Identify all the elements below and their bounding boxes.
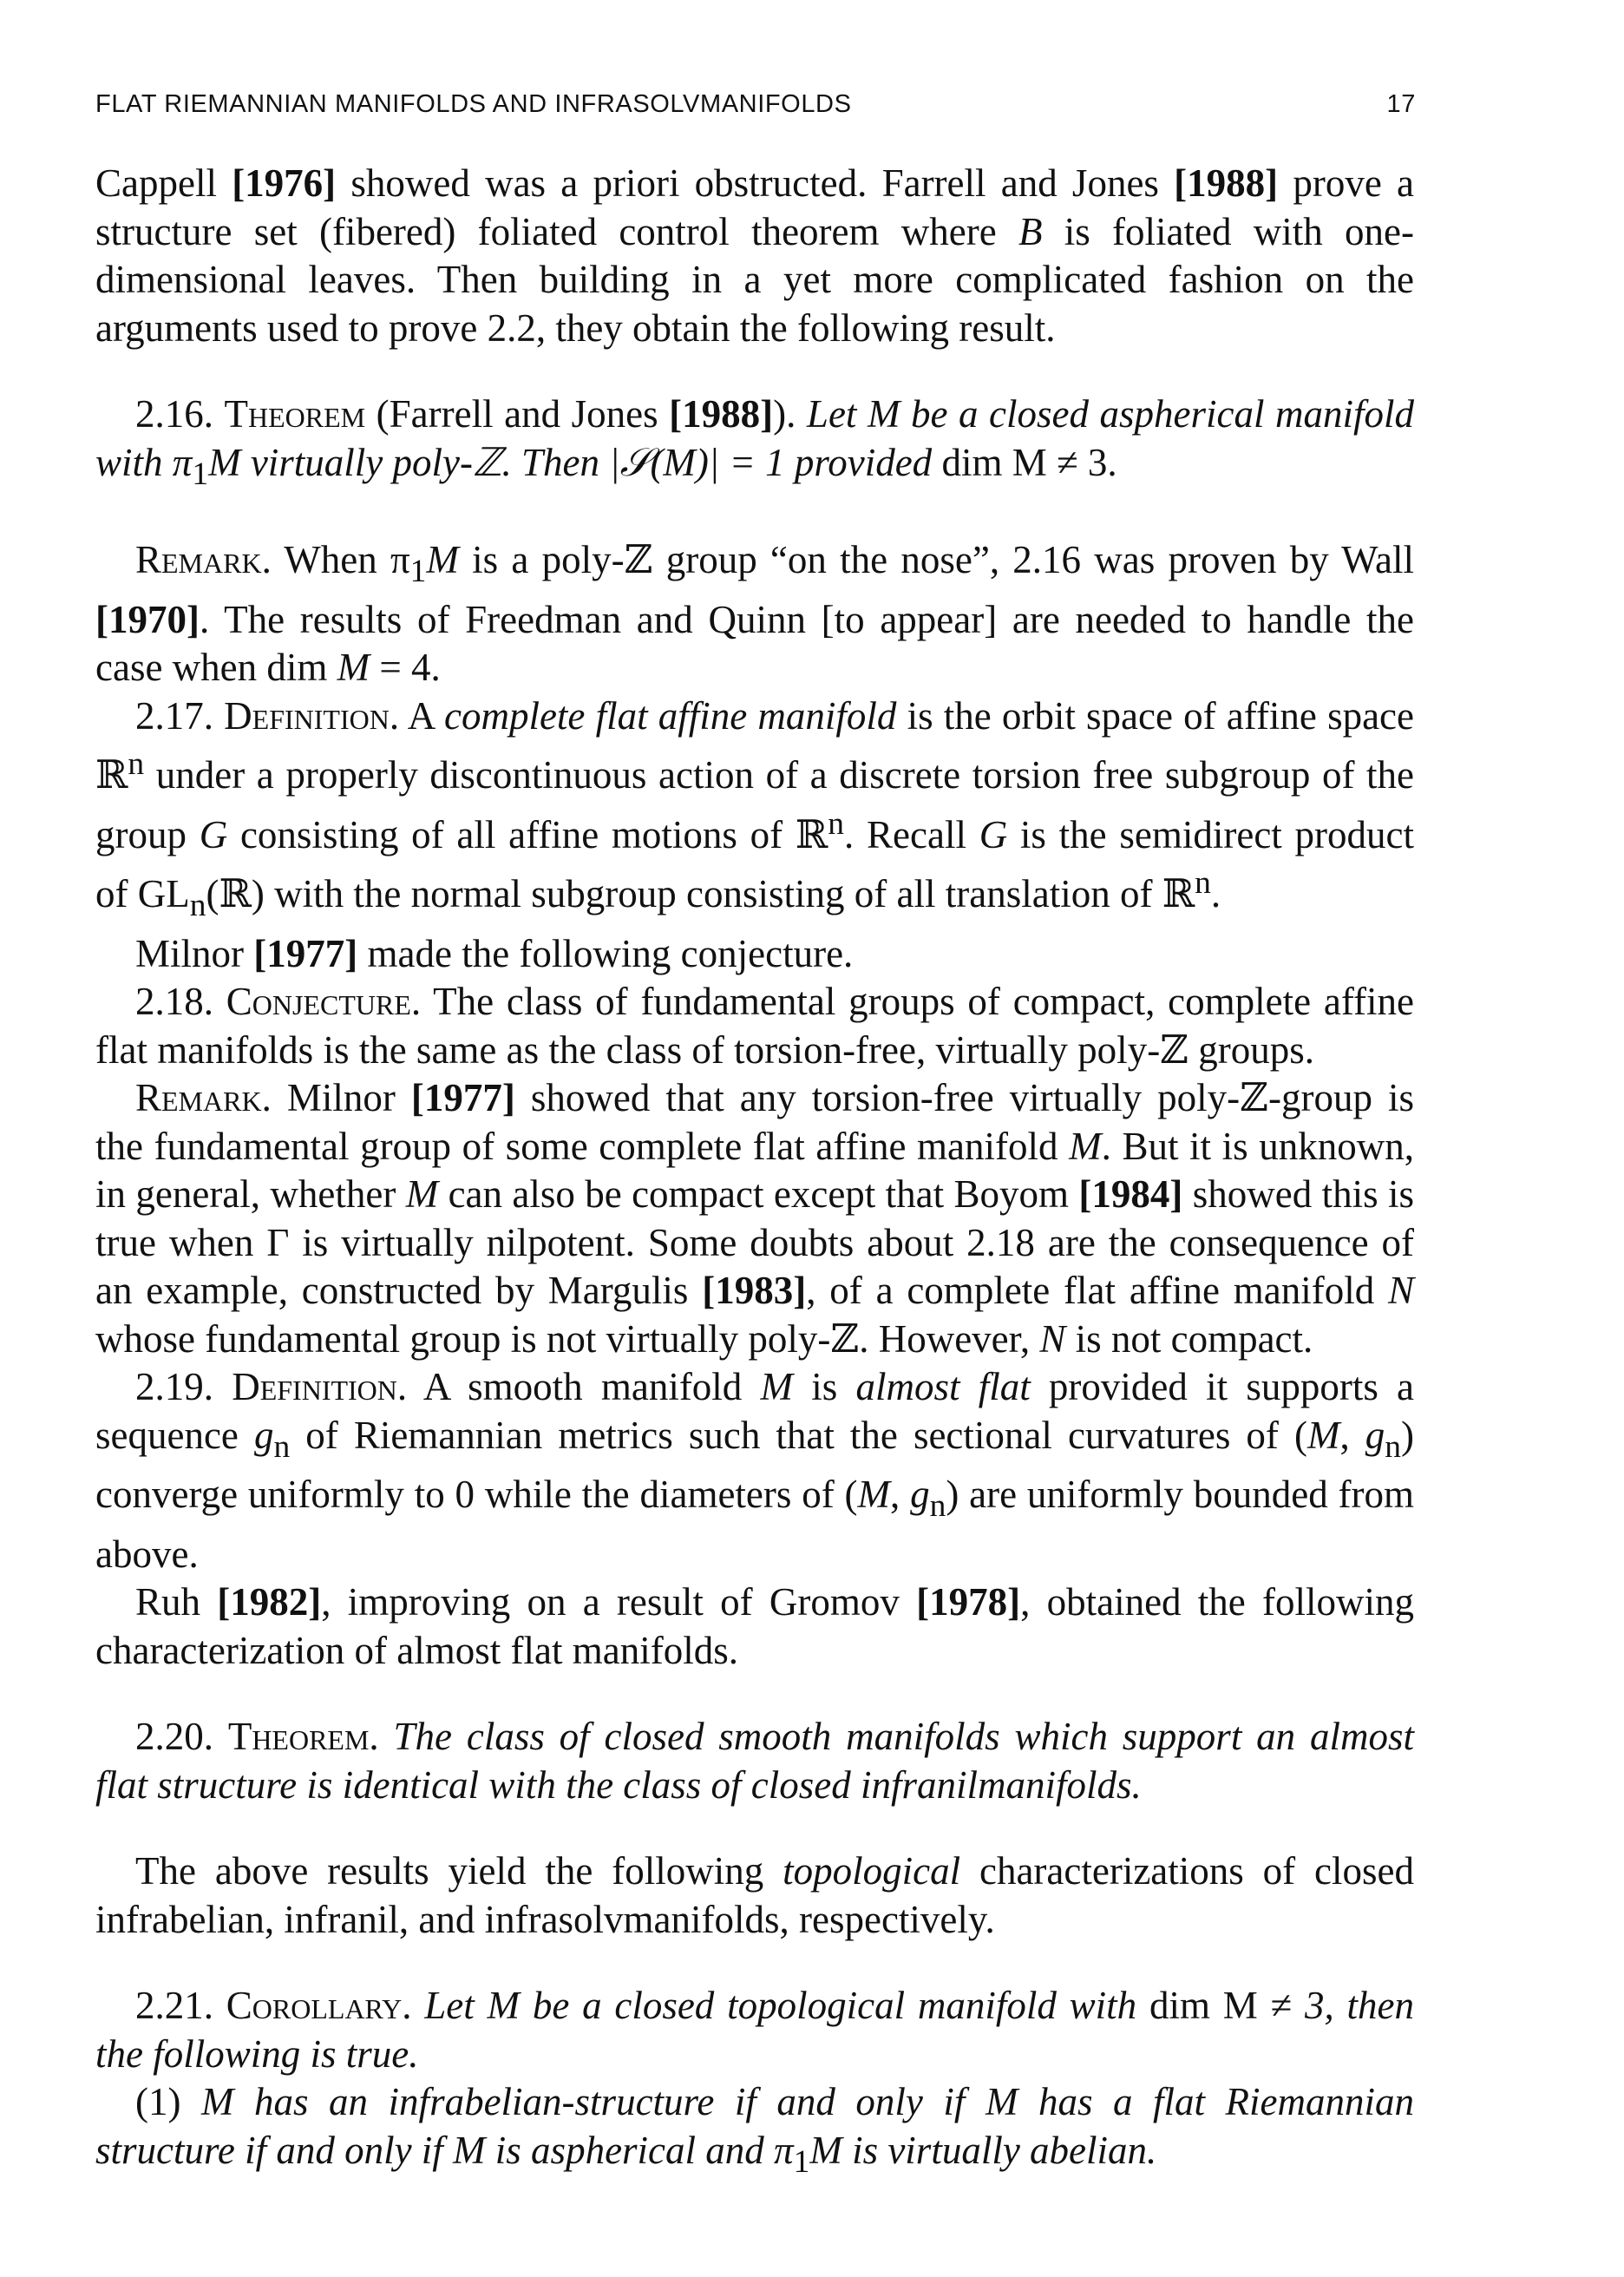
- running-title: FLAT RIEMANNIAN MANIFOLDS AND INFRASOLVMANIFOLDS: [95, 90, 852, 118]
- citation: [1983]: [702, 1269, 807, 1312]
- citation: [1988]: [669, 392, 774, 436]
- citation: [1977]: [253, 931, 358, 975]
- paragraph-milnor: Milnor [1977] made the following conjecture.: [135, 931, 854, 975]
- citation: [1978]: [916, 1580, 1021, 1624]
- citation: [1977]: [410, 1076, 515, 1119]
- paragraph-intro: Cappell [1976] showed was a priori obstructed. Farrell and Jones [1988] prove a structure set (fibered) foliated control theorem where B is foliated with one-dimensional leaves. Then building in a yet more complicated fashion on the arguments used to prove 2.2, they obtain the following result.: [95, 161, 1414, 350]
- citation: [1982]: [217, 1580, 322, 1624]
- paragraph-ruh: Ruh [1982], improving on a result of Gromov [1978], obtained the following characterization of almost flat manifolds.: [95, 1580, 1415, 1672]
- defined-term: almost flat: [855, 1365, 1031, 1408]
- corollary-label: Corollary.: [226, 1984, 412, 2027]
- theorem-label: Theorem: [224, 392, 366, 436]
- definition-2-19: 2.19. Definition. A smooth manifold M is almost flat provided it supports a sequence $g_n$ of Riemannian metrics such that the sectional curvatures of (M, $g_n$) converge uniformly to 0 while the diameters of (M, $g_n$) are uniformly bounded from above.: [95, 1365, 1415, 1576]
- corollary-2-21: 2.21. Corollary. Let M be a closed topological manifold with dim M ≠ 3, then the following is true.: [95, 1984, 1415, 2076]
- remark-label: Remark.: [135, 538, 272, 581]
- conjecture-label: Conjecture.: [226, 980, 422, 1023]
- citation: [1970]: [95, 597, 200, 641]
- defined-term: complete flat affine manifold: [443, 693, 897, 738]
- definition-label: Definition.: [232, 1365, 408, 1408]
- theorem-label: Theorem.: [227, 1715, 379, 1758]
- citation: [1976]: [232, 161, 337, 205]
- paragraph-characterizations: The above results yield the following topological characterizations of closed infrabelian, infranil, and infrasolvmanifolds, respectively.: [95, 1849, 1414, 1941]
- page-body: [95, 160, 1414, 2186]
- remark-label: Remark.: [135, 1076, 272, 1119]
- corollary-item-1: (1) M has an infrabelian-structure if and only if M has a flat Riemannian structure if and only if M is aspherical and $\pi_1M$ is virtually abelian.: [95, 2080, 1414, 2180]
- definition-2-17: 2.17. Definition. A complete flat affine manifold is the orbit space of affine space ℝ$^n$ under a properly discontinuous action of a discrete torsion free subgroup of the group G consisting of all affine motions of ℝ$^n$. Recall G is the semidirect product of $GL_n(ℝ)$ with the normal subgroup consisting of all translation of ℝ$^n$.: [95, 693, 1415, 923]
- remark-2: Remark. Milnor [1977] showed that any torsion-free virtually poly-ℤ-group is the fundamental group of some complete flat affine manifold M. But it is unknown, in general, whether M can also be compact except that Boyom [1984] showed this is true when Γ is virtually nilpotent. Some doubts about 2.18 are the consequence of an example, constructed by Margulis [1983], of a complete flat affine manifold N whose fundamental group is not virtually poly-ℤ. However, N is not compact.: [95, 1076, 1415, 1361]
- citation: [1988]: [1174, 161, 1279, 205]
- theorem-2-16: 2.16. Theorem (Farrell and Jones [1988]). Let M be a closed aspherical manifold with $\pi_1M$ virtually poly-ℤ. Then |𝒮(M)| = 1 provided dim M ≠ 3.: [95, 392, 1414, 492]
- page-number: 17: [1386, 90, 1416, 118]
- remark-1: Remark. When $\pi_1M$ is a poly-ℤ group “on the nose”, 2.16 was proven by Wall [1970]. The results of Freedman and Quinn [to appear] are needed to handle the case when dim M = 4.: [95, 538, 1414, 689]
- conjecture-2-18: 2.18. Conjecture. The class of fundamental groups of compact, complete affine flat manifolds is the same as the class of torsion-free, virtually poly-ℤ groups.: [95, 980, 1414, 1072]
- citation: [1984]: [1078, 1172, 1183, 1216]
- running-header: [95, 90, 1416, 119]
- definition-label: Definition.: [224, 693, 400, 738]
- theorem-2-20: 2.20. Theorem. The class of closed smooth manifolds which support an almost flat structure is identical with the class of closed infranilmanifolds.: [95, 1715, 1414, 1807]
